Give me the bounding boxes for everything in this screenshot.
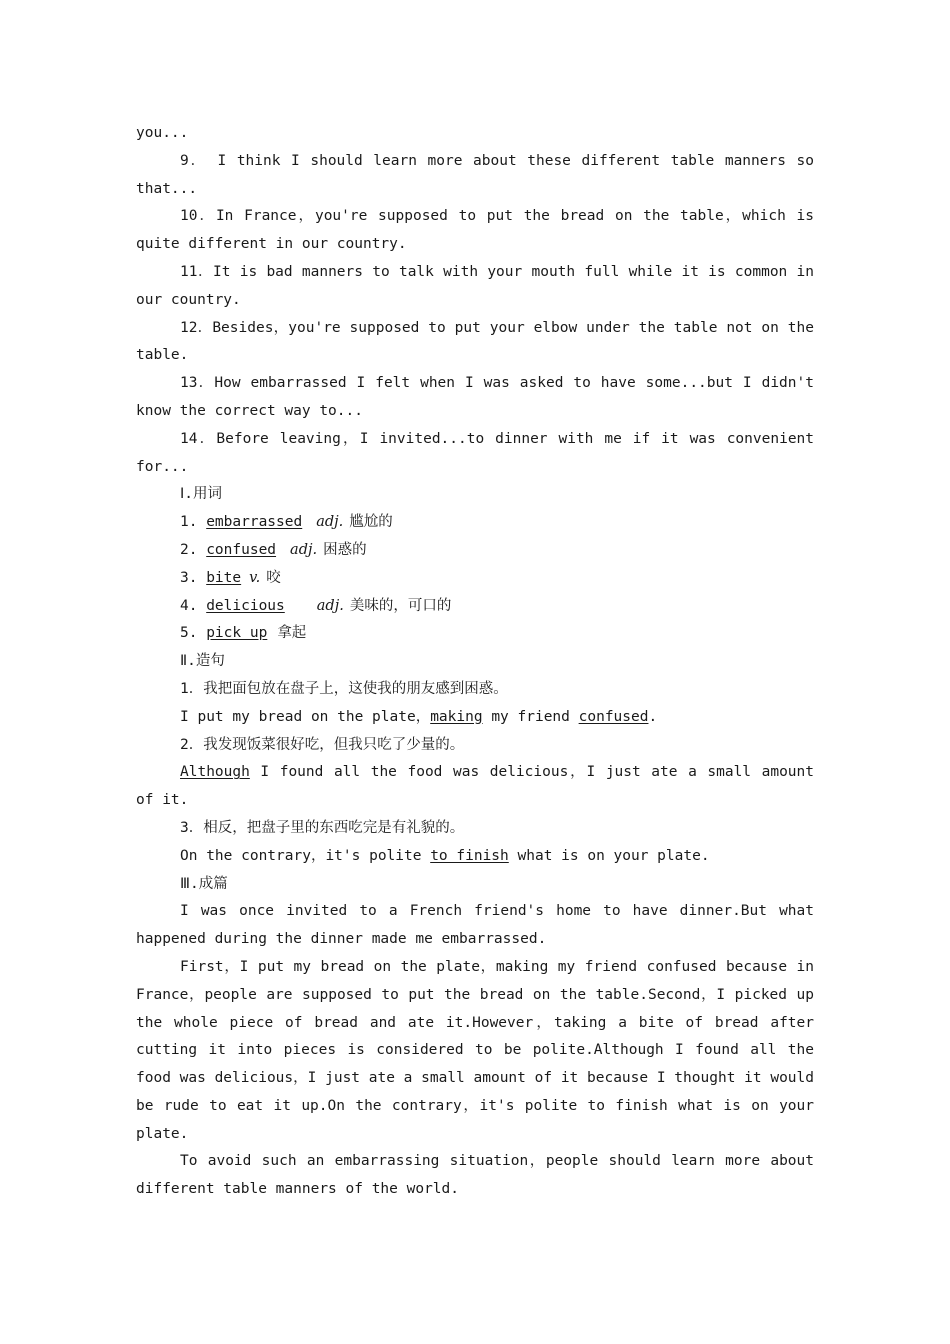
translation-answer-1: I put my bread on the plate，making my friend confused. <box>180 708 658 725</box>
document-page <box>136 120 814 1204</box>
translation-prompt-1: 1．我把面包放在盘子上，这使我的朋友感到困惑。 <box>180 680 508 697</box>
vocab-word: confused <box>206 541 277 558</box>
section-heading-essay: Ⅲ.成篇 <box>180 875 228 892</box>
vocab-pos: adj. <box>316 514 344 531</box>
vocab-word: pick up <box>206 625 268 642</box>
translation-prompt-3: 3．相反，把盘子里的东西吃完是有礼貌的。 <box>180 819 465 836</box>
sentence-continuation: you... <box>136 125 189 141</box>
sentence-13: 13．How embarrassed I felt when I was asked to have some...but I didn't know the correct way to... <box>136 375 814 419</box>
translation-prompt-2: 2．我发现饭菜很好吃，但我只吃了少量的。 <box>180 736 465 753</box>
essay-paragraph-3: To avoid such an embarrassing situation，people should learn more about different table manners of the world. <box>136 1153 814 1198</box>
vocab-meaning: 咬 <box>266 569 281 586</box>
translation-answer-2: Although I found all the food was delicious，I just ate a small amount of it. <box>136 764 814 809</box>
vocab-item: 3. bite v. 咬 <box>180 569 281 586</box>
vocab-item: 5. pick up 拿起 <box>180 625 307 642</box>
sentence-14: 14．Before leaving，I invited...to dinner with me if it was convenient for... <box>136 430 815 475</box>
sentence-12: 12．Besides，you're supposed to put your elbow under the table not on the table. <box>136 319 814 364</box>
section-heading-vocab: Ⅰ.用词 <box>180 486 223 503</box>
vocab-meaning: 尴尬的 <box>349 514 393 531</box>
essay-paragraph-2: First，I put my bread on the plate，making my friend confused because in France，people are supposed to put the bread on the table.Second，I picked up the whole piece of bread and ate it.However，taking a bite of bread after cutting it into pieces is considered to be polite.Although I found all the food was delicious，I just ate a small amount of it because I thought it would be rude to eat it up.On the contrary，it's polite to finish what is on your plate. <box>136 958 814 1142</box>
sentence-10: 10．In France，you're supposed to put the bread on the table，which is quite different in our country. <box>136 208 814 253</box>
section-heading-sentences: Ⅱ.造句 <box>180 653 225 670</box>
vocab-pos: adj. <box>290 541 318 558</box>
translation-answer-3: On the contrary，it's polite to finish what is on your plate. <box>180 847 710 864</box>
vocab-item: 1. embarrassed adj. 尴尬的 <box>180 514 393 531</box>
vocab-word: embarrassed <box>206 514 303 531</box>
vocab-item: 2. confused adj. 困惑的 <box>180 541 367 558</box>
essay-paragraph-1: I was once invited to a French friend's home to have dinner.But what happened during the dinner made me embarrassed. <box>136 903 814 948</box>
vocab-meaning: 困惑的 <box>323 541 367 558</box>
vocab-pos: adj. <box>316 597 344 614</box>
vocab-item: 4. delicious adj. 美味的，可口的 <box>180 597 452 614</box>
vocab-pos: v. <box>249 569 261 586</box>
vocab-meaning: 美味的，可口的 <box>349 597 452 614</box>
sentence-9: 9． I think I should learn more about these different table manners so that... <box>136 152 814 197</box>
sentence-11: 11．It is bad manners to talk with your mouth full while it is common in our country. <box>136 263 814 308</box>
vocab-word: delicious <box>206 597 285 614</box>
vocab-word: bite <box>206 569 242 586</box>
vocab-meaning: 拿起 <box>277 625 307 642</box>
